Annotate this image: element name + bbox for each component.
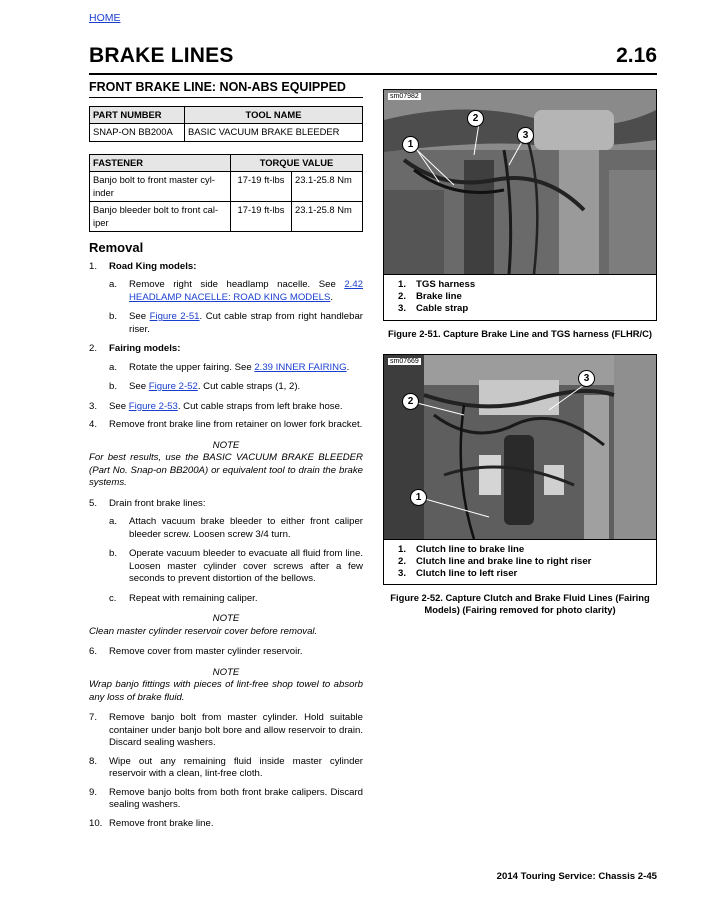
step-text: Road King models: <box>109 260 197 272</box>
step-text: Remove banjo bolts from both front brake calipers. Discard sealing washers. <box>109 786 363 810</box>
step-6 <box>89 646 363 659</box>
tool-table <box>89 106 363 142</box>
figure-2-52 <box>383 354 657 586</box>
table-cell: Banjo bolt to front master cyl-inder <box>90 172 231 202</box>
step-5c <box>109 593 363 606</box>
step-text: . Cut cable straps from left brake hose. <box>177 400 343 412</box>
step-7 <box>89 712 363 750</box>
figure-2-51 <box>383 89 657 321</box>
figure-id-tag: sm07669 <box>390 357 419 365</box>
page-footer: 2014 Touring Service: Chassis 2-45 <box>496 871 657 882</box>
legend-item: 3. Cable strap <box>398 303 469 315</box>
substep-letter: a. <box>109 361 118 373</box>
note-text: Wrap banjo fittings with pieces of lint-free shop towel to absorb any loss of brake fluid. <box>89 679 363 703</box>
callout-3: 3 <box>578 370 595 387</box>
table-cell: 23.1-25.8 Nm <box>292 172 363 202</box>
substep-text: See <box>129 311 150 322</box>
table-cell: 17-19 ft-lbs <box>231 202 292 232</box>
step-number: 7. <box>89 712 98 723</box>
callout-1: 1 <box>402 136 419 153</box>
step-text: Drain front brake lines: <box>109 497 206 509</box>
step-number: 8. <box>89 755 98 767</box>
substep-text: Attach vacuum brake bleeder to either front caliper bleeder screw. Loosen screw 3/4 turn. <box>129 516 363 540</box>
title-rule <box>89 73 657 75</box>
step-1a <box>109 279 363 304</box>
step-text: Fairing models: <box>109 343 181 354</box>
step-text: Remove cover from master cylinder reservoir. <box>109 646 303 657</box>
substep-letter: b. <box>109 548 118 559</box>
tool-table-header-name: TOOL NAME <box>185 106 363 124</box>
table-row <box>90 124 363 142</box>
step-number: 1. <box>89 260 98 272</box>
step-number: 2. <box>89 343 98 354</box>
substep-letter: b. <box>109 381 118 392</box>
substep-text: . Cut cable strap from right handlebar riser. <box>129 311 363 335</box>
figure-2-52-legend <box>384 539 656 585</box>
step-10 <box>89 818 363 831</box>
step-number: 9. <box>89 786 98 798</box>
step-text: Remove banjo bolt from master cylinder. Hold suitable container under banjo bolt bore and allow reservoir to drain. Discard sealing washers. <box>109 712 363 748</box>
legend-item: 2. Brake line <box>398 291 462 303</box>
step-2 <box>89 343 363 356</box>
removal-heading: Removal <box>89 240 144 255</box>
table-cell: SNAP-ON BB200A <box>90 124 185 142</box>
substep-text: Remove right side headlamp nacelle. See <box>129 279 345 290</box>
section-title: FRONT BRAKE LINE: NON-ABS EQUIPPED <box>89 81 363 98</box>
step-number: 6. <box>89 646 98 657</box>
figure-2-52-photo <box>384 355 656 539</box>
callout-2: 2 <box>467 110 484 127</box>
fastener-table-header: FASTENER <box>90 154 231 172</box>
left-column <box>89 81 363 836</box>
substep-text: . Cut cable straps (1, 2). <box>197 381 301 392</box>
step-5b <box>109 548 363 586</box>
substep-letter: a. <box>109 279 118 290</box>
figure-2-51-link[interactable]: Figure 2-51 <box>149 311 200 322</box>
table-cell: 17-19 ft-lbs <box>231 172 292 202</box>
caption-line: Figure 2-52. Capture Clutch and Brake Fluid Lines (Fairing <box>390 592 650 604</box>
handlebar-photo-illustration <box>384 90 656 274</box>
legend-item: 2. Clutch line and brake line to right riser <box>398 555 592 567</box>
legend-item: 3. Clutch line to left riser <box>398 568 518 580</box>
step-3 <box>89 401 363 414</box>
step-text: Wipe out any remaining fluid inside master cylinder reservoir with a clean, lint-free cloth. <box>109 755 363 779</box>
headlamp-nacelle-link[interactable]: 2.42 HEADLAMP NACELLE: ROAD KING MODELS <box>129 279 363 303</box>
substep-text: Operate vacuum bleeder to evacuate all fluid from line. Loosen master cylinder cover screws after a few seconds to prevent distortion of the bellows. <box>129 548 363 584</box>
right-column <box>383 89 657 626</box>
figure-id-tag: sm07982 <box>390 93 419 100</box>
substep-letter: b. <box>109 311 118 322</box>
table-cell: Banjo bleeder bolt to front cal-iper <box>90 202 231 232</box>
note-heading: NOTE <box>212 439 240 451</box>
page-title: BRAKE LINES <box>89 44 234 67</box>
fastener-table <box>89 154 363 233</box>
step-text: Remove front brake line from retainer on lower fork bracket. <box>109 419 363 430</box>
legend-item: 1. Clutch line to brake line <box>398 543 525 555</box>
table-cell: 23.1-25.8 Nm <box>292 202 363 232</box>
step-9 <box>89 787 363 812</box>
substep-text: . <box>346 361 350 373</box>
figure-2-52-link[interactable]: Figure 2-52 <box>148 381 198 392</box>
inner-fairing-link[interactable]: 2.39 INNER FAIRING <box>254 361 347 373</box>
note-heading: NOTE <box>212 666 240 678</box>
step-number: 4. <box>89 419 98 430</box>
substep-letter: c. <box>109 592 117 604</box>
home-link[interactable]: HOME <box>89 12 121 24</box>
note-text: Clean master cylinder reservoir cover before removal. <box>89 625 318 637</box>
callout-2: 2 <box>402 393 419 410</box>
step-2a <box>109 362 363 375</box>
substep-text: See <box>129 381 149 392</box>
caption-line: Models) (Fairing removed for photo clarity) <box>424 604 616 616</box>
step-1b <box>109 311 363 336</box>
step-2b <box>109 381 363 394</box>
legend-item: 1. TGS harness <box>398 279 476 290</box>
step-5a <box>109 516 363 541</box>
callout-1: 1 <box>410 489 427 506</box>
step-number: 5. <box>89 497 98 509</box>
substep-text: Rotate the upper fairing. See <box>129 361 255 373</box>
figure-2-51-caption: Figure 2-51. Capture Brake Line and TGS harness (FLHR/C) <box>387 327 653 339</box>
fairing-photo-illustration <box>384 355 656 539</box>
substep-text: Repeat with remaining caliper. <box>129 592 258 604</box>
note-heading: NOTE <box>212 613 240 624</box>
figure-2-53-link[interactable]: Figure 2-53 <box>128 400 178 412</box>
section-number: 2.16 <box>616 44 657 67</box>
table-cell: BASIC VACUUM BRAKE BLEEDER <box>185 124 363 142</box>
step-number: 3. <box>89 400 98 412</box>
tool-table-header-part: PART NUMBER <box>90 106 185 124</box>
substep-text: . <box>330 291 334 303</box>
figure-2-52-caption <box>383 592 657 616</box>
callout-3: 3 <box>517 127 534 144</box>
figure-2-51-photo <box>384 90 656 274</box>
table-row <box>90 172 363 202</box>
torque-table-header: TORQUE VALUE <box>231 154 363 172</box>
figure-2-51-legend <box>384 274 656 320</box>
substep-letter: a. <box>109 516 118 527</box>
note-text: For best results, use the BASIC VACUUM BRAKE BLEEDER (Part No. Snap-on BB200A) or equivalent tool to drain the brake systems. <box>89 452 363 488</box>
step-8 <box>89 756 363 781</box>
step-number: 10. <box>89 817 103 829</box>
step-4 <box>89 419 363 432</box>
step-1 <box>89 261 363 274</box>
step-text: See <box>109 400 129 412</box>
step-text: Remove front brake line. <box>109 817 214 829</box>
table-row <box>90 202 363 232</box>
step-5 <box>89 498 363 511</box>
